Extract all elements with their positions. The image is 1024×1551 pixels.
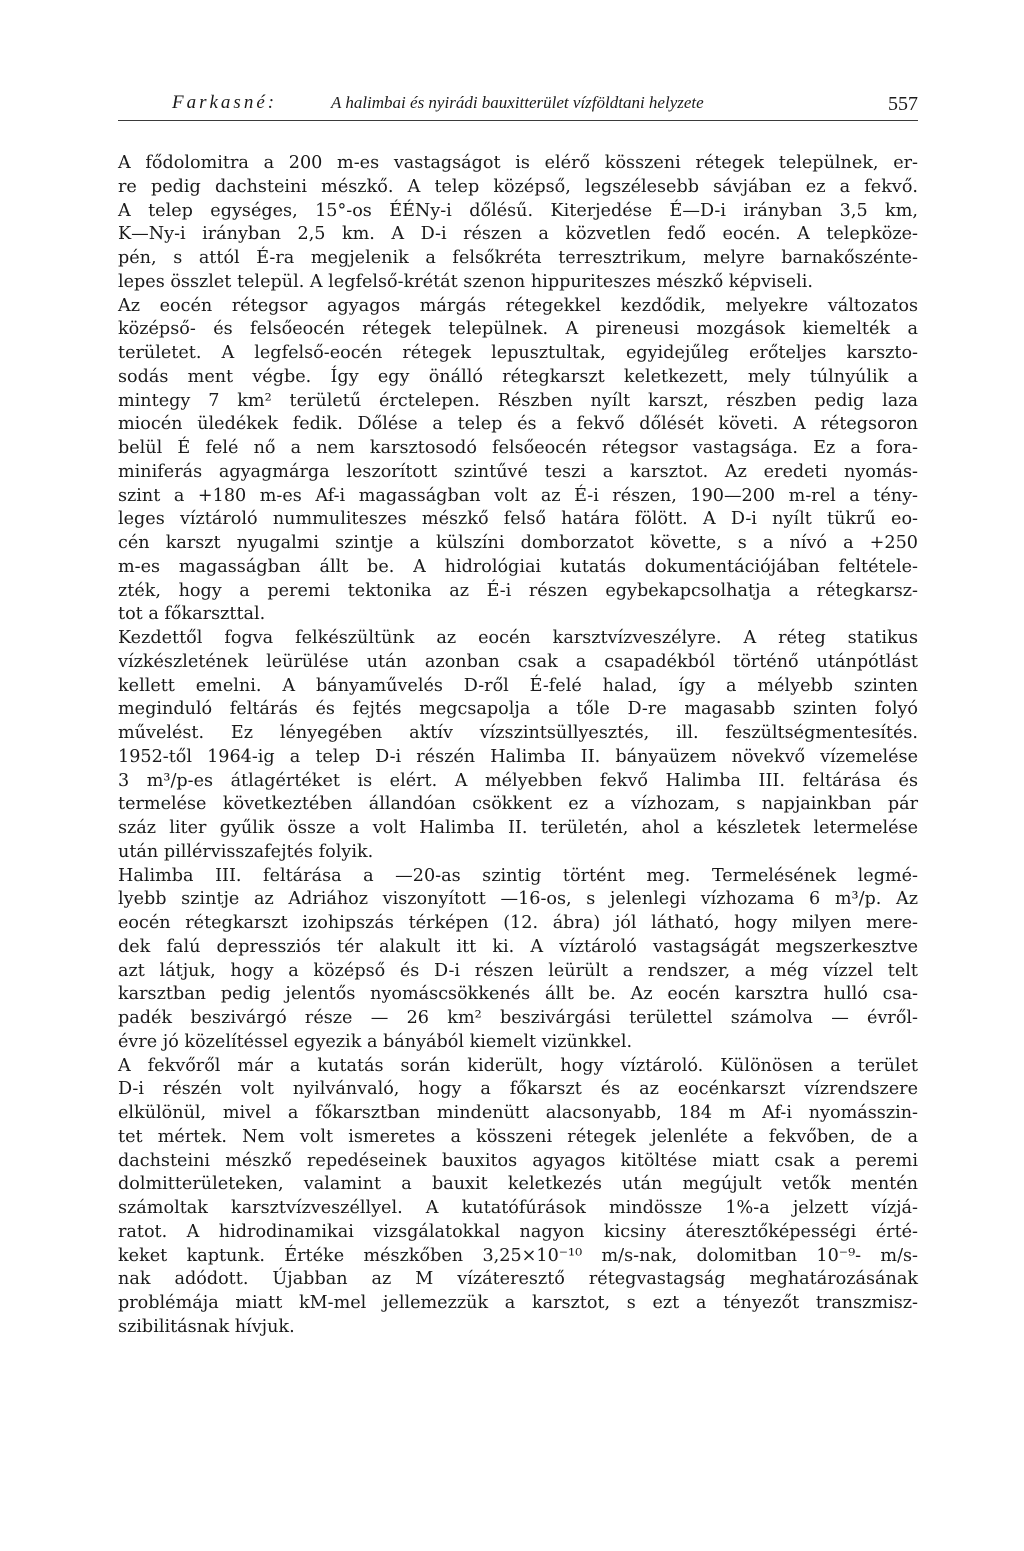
text-line: vízkészletének leürülése után azonban csak a csapadékból történő utánpótlást	[118, 651, 918, 672]
body-text	[118, 152, 918, 1340]
text-line: dolmitterületeken, valamint a bauxit keletkezés után megújult vetők mentén	[118, 1174, 918, 1195]
running-header	[118, 90, 918, 121]
text-line: művelést. Ez lényegében aktív vízszintsüllyesztés, ill. feszültségmentesítés.	[118, 723, 918, 743]
text-line: dachsteini mészkő repedéseinek bauxitos agyagos kitöltése miatt csak a peremi	[118, 1150, 918, 1171]
paragraph	[118, 152, 918, 295]
text-line: kellett emelni. A bányaművelés D-ről É-felé halad, így a mélyebb szinten	[118, 675, 918, 696]
text-line: 1952-től 1964-ig a telep D-i részén Halimba II. bányaüzem növekvő vízemelése	[118, 746, 918, 767]
text-line: A fekvőről már a kutatás során kiderült, hogy víztároló. Különösen a terület	[118, 1055, 918, 1076]
text-line: területet. A legfelső-eocén rétegek lepusztultak, egyidejűleg erőteljes karszto-	[118, 343, 918, 363]
text-line: m-es magasságban állt be. A hidrológiai kutatás dokumentációjában feltétele-	[118, 556, 918, 577]
text-line: D-i részén volt nyilvánvaló, hogy a főkarszt és az eocénkarszt vízrendszere	[118, 1079, 918, 1100]
header-author: Farkasné:	[172, 92, 278, 113]
text-line: miocén üledékek fedik. Dőlése a telep és a fekvő dőlését követi. A rétegsoron	[118, 414, 918, 435]
text-line: évre jó közelítéssel egyezik a bányából kiemelt vizünkkel.	[118, 1031, 633, 1052]
text-line: termelése következtében állandóan csökkent ez a vízhozam, s napjainkban pár	[118, 794, 918, 815]
text-line: A telep egységes, 15°-os ÉÉNy-i dőlésű. Kiterjedése É—D-i irányban 3,5 km,	[118, 200, 918, 221]
text-line: 3 m³/p-es átlagértéket is elért. A mélyebben fekvő Halimba III. feltárása és	[118, 770, 918, 791]
text-line: eocén rétegkarszt izohipszás térképen (12. ábra) jól látható, hogy milyen mere-	[118, 913, 918, 933]
text-line: K—Ny-i irányban 2,5 km. A D-i részen a közvetlen fedő eocén. A telepköze-	[118, 224, 918, 245]
text-line: dek falú depressziós tér alakult itt ki. A víztároló vastagságát megszerkesztve	[118, 936, 918, 957]
text-line: problémája miatt kM-mel jellemezzük a karsztot, s ezt a tényezőt transzmisz-	[118, 1293, 918, 1313]
text-line: száz liter gyűlik össze a volt Halimba II. területén, ahol a készletek letermelése	[118, 818, 918, 838]
paragraph	[118, 1055, 918, 1340]
text-line: nak adódott. Újabban az M vízáteresztő rétegvastagság meghatározásának	[118, 1269, 918, 1290]
paragraph	[118, 865, 918, 1055]
paragraph	[118, 295, 918, 628]
text-line: zték, hogy a peremi tektonika az É-i részen egybekapcsolhatja a rétegkarsz-	[118, 580, 918, 601]
text-line: Kezdettől fogva felkészültünk az eocén karsztvízveszélyre. A réteg statikus	[118, 628, 918, 648]
text-line: sodás ment végbe. Így egy önálló rétegkarszt keletkezett, mely túlnyúlik a	[118, 366, 918, 387]
text-line: elkülönül, mivel a főkarsztban mindenütt alacsonyabb, 184 m Af-i nyomásszin-	[118, 1103, 918, 1123]
text-line: belül É felé nő a nem karsztosodó felsőeocén rétegsor vastagsága. Ez a fora-	[118, 438, 918, 458]
text-line: karsztban pedig jelentős nyomáscsökkenés állt be. Az eocén karsztra hulló csa-	[118, 984, 918, 1005]
text-line: keket kaptunk. Értéke mészkőben 3,25×10⁻¹⁰ m/s-nak, dolomitban 10⁻⁹- m/s-	[118, 1245, 918, 1266]
text-line: padék beszivárgó része — 26 km² beszivárgási területtel számolva — évről-	[118, 1008, 918, 1028]
text-line: pén, s attól É-ra megjelenik a felsőkréta terresztrikum, melyre barnakőszénte-	[118, 248, 918, 268]
text-line: miniferás agyagmárga leszorított szintűvé teszi a karsztot. Az eredeti nyomás-	[118, 461, 918, 482]
text-line: meginduló feltárás és fejtés megcsapolja a tőle D-re magasabb szinten folyó	[118, 699, 918, 720]
text-line: azt látjuk, hogy a középső és D-i részen leürült a rendszer, a még vízzel telt	[118, 960, 918, 981]
text-line: után pillérvisszafejtés folyik.	[118, 841, 374, 862]
text-line: A fődolomitra a 200 m-es vastagságot is elérő kösszeni rétegek települnek, er-	[118, 153, 918, 173]
text-line: cén karszt nyugalmi szintje a külszíni domborzatot követte, s a nívó a +250	[118, 533, 918, 553]
text-line: szibilitásnak hívjuk.	[118, 1316, 295, 1337]
text-line: tot a főkarszttal.	[118, 604, 266, 625]
text-line: ratot. A hidrodinamikai vizsgálatokkal nagyon kicsiny áteresztőképességi érté-	[118, 1221, 918, 1242]
text-line: tet mértek. Nem volt ismeretes a kösszeni rétegek jelenléte a fekvőben, de a	[118, 1126, 918, 1147]
page-number: 557	[888, 93, 918, 115]
text-line: középső- és felsőeocén rétegek települnek. A pireneusi mozgások kiemelték a	[118, 319, 918, 340]
text-line: mintegy 7 km² területű érctelepen. Részben nyílt karszt, részben pedig laza	[118, 390, 918, 411]
text-line: szint a +180 m-es Af-i magasságban volt az É-i részen, 190—200 m-rel a tény-	[118, 485, 918, 506]
header-title: A halimbai és nyirádi bauxitterület vízföldtani helyzete	[331, 93, 704, 112]
text-line: lyebb szintje az Adriához viszonyított —16-os, s jelenlegi vízhozama 6 m³/p. Az	[118, 889, 918, 910]
text-line: leges víztároló nummuliteszes mészkő felső határa fölött. A D-i nyílt tükrű eo-	[118, 509, 918, 530]
text-line: számoltak karsztvízveszéllyel. A kutatófúrások mindössze 1%-a jelzett vízjá-	[118, 1198, 918, 1218]
text-line: lepes összlet települ. A legfelső-krétát szenon hippuriteszes mészkő képviseli.	[118, 271, 813, 292]
paragraph	[118, 627, 918, 865]
text-line: Az eocén rétegsor agyagos márgás rétegekkel kezdődik, melyekre változatos	[118, 295, 918, 316]
text-line: re pedig dachsteini mészkő. A telep középső, legszélesebb sávjában ez a fekvő.	[118, 176, 918, 197]
text-line: Halimba III. feltárása a —20-as szintig történt meg. Termelésének legmé-	[118, 865, 918, 886]
